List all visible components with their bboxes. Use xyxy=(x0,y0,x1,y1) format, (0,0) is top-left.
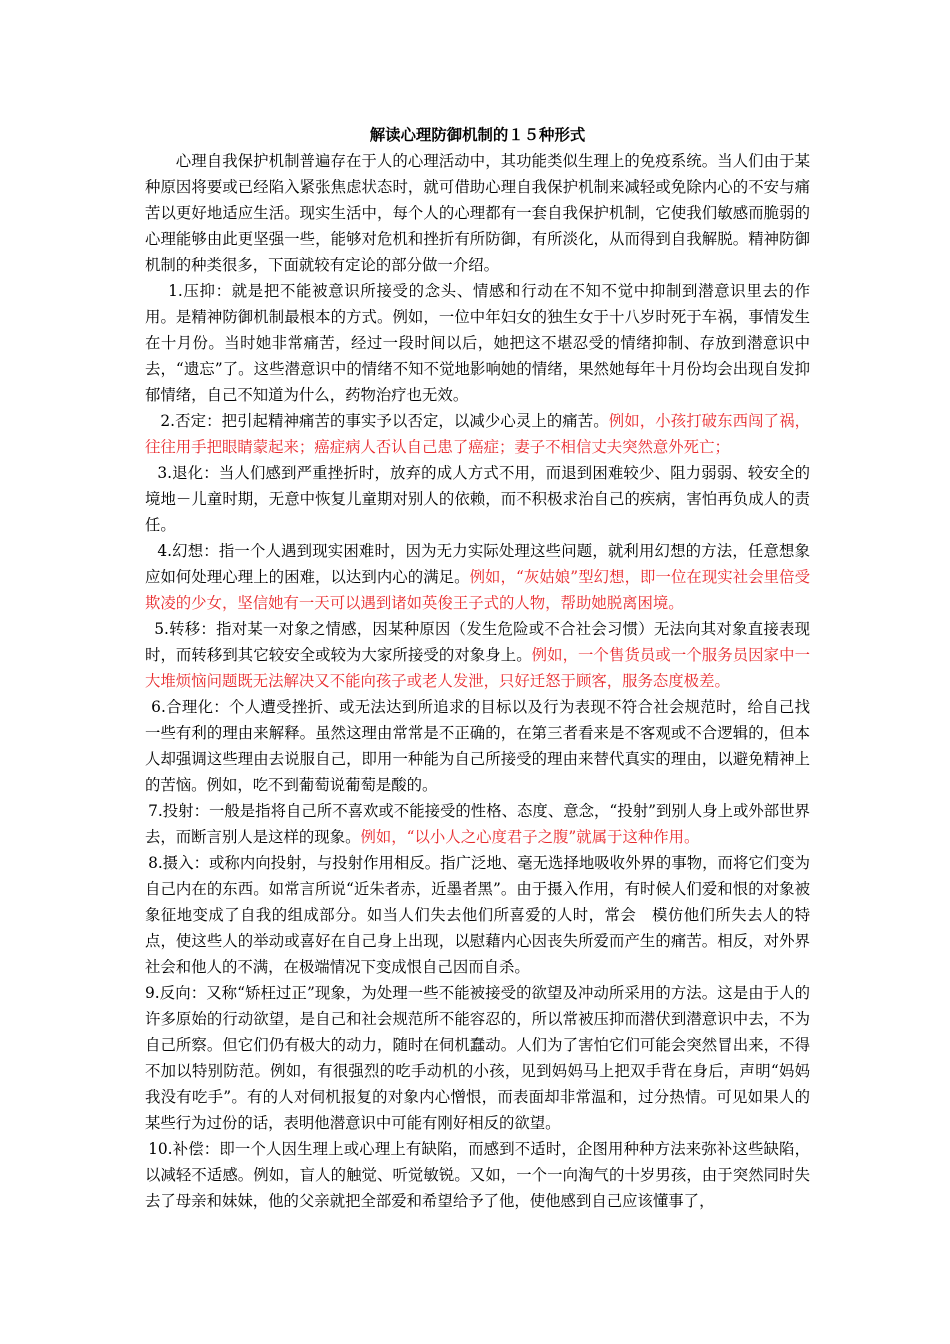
mechanism-example-highlight: 例如，小孩打破东西闯了祸，往往用手把眼睛蒙起来；癌症病人否认自己患了癌症；妻子不相信丈夫突然意外死亡； xyxy=(145,412,810,456)
document-page xyxy=(145,122,810,1214)
mechanism-paragraph xyxy=(145,408,810,460)
mechanism-paragraph xyxy=(145,538,810,616)
mechanism-list xyxy=(145,278,810,1214)
mechanism-paragraph xyxy=(145,278,810,408)
mechanism-text: 10.补偿：即一个人因生理上或心理上有缺陷，而感到不适时，企图用种种方法来弥补这些缺陷，以减轻不适感。例如，盲人的触觉、听觉敏锐。又如，一个一向淘气的十岁男孩，由于突然同时失去了母亲和妹妹，他的父亲就把全部爱和希望给予了他，使他感到自己应该懂事了， xyxy=(145,1140,810,1210)
mechanism-text: 7.投射：一般是指将自己所不喜欢或不能接受的性格、态度、意念，“投射”到别人身上或外部世界去，而断言别人是这样的现象。 xyxy=(145,802,810,846)
document-title: 解读心理防御机制的１５种形式 xyxy=(369,126,586,144)
mechanism-paragraph xyxy=(145,616,810,694)
mechanism-text: 8.摄入：或称内向投射，与投射作用相反。指广泛地、毫无选择地吸收外界的事物，而将它们变为自己内在的东西。如常言所说“近朱者赤，近墨者黑”。由于摄入作用，有时候人们爱和恨的对象被象征地变成了自我的组成部分。如当人们失去他们所喜爱的人时，常会 模仿他们所失去人的特点，使这些人的举动或喜好在自己身上出现，以慰藉内心因丧失所爱而产生的痛苦。相反，对外界社会和他人的不满，在极端情况下变成恨自己因而自杀。 xyxy=(145,854,810,976)
mechanism-text: 1.压抑：就是把不能被意识所接受的念头、情感和行动在不知不觉中抑制到潜意识里去的作用。是精神防御机制最根本的方式。例如，一位中年妇女的独生女于十八岁时死于车祸，事情发生在十月份。当时她非常痛苦，经过一段时间以后，她把这不堪忍受的情绪抑制、存放到潜意识中去，“遗忘”了。这些潜意识中的情绪不知不觉地影响她的情绪，果然她每年十月份均会出现自发抑郁情绪，自己不知道为什么，药物治疗也无效。 xyxy=(145,282,810,404)
mechanism-example-highlight: 例如，一个售货员或一个服务员因家中一大堆烦恼问题既无法解决又不能向孩子或老人发泄，只好迁怒于顾客，服务态度极差。 xyxy=(145,646,810,690)
mechanism-paragraph xyxy=(145,850,810,980)
mechanism-text: 6.合理化：个人遭受挫折、或无法达到所追求的目标以及行为表现不符合社会规范时，给自己找一些有利的理由来解释。虽然这理由常常是不正确的，在第三者看来是不客观或不合逻辑的，但本人却强调这些理由去说服自己，即用一种能为自己所接受的理由来替代真实的理由，以避免精神上的苦恼。例如，吃不到葡萄说葡萄是酸的。 xyxy=(145,698,810,794)
mechanism-text: 5.转移：指对某一对象之情感，因某种原因（发生危险或不合社会习惯）无法向其对象直接表现时，而转移到其它较安全或较为大家所接受的对象身上。 xyxy=(145,620,810,664)
mechanism-paragraph xyxy=(145,694,810,798)
mechanism-text: 3.退化：当人们感到严重挫折时，放弃的成人方式不用，而退到困难较少、阻力弱弱、较安全的境地－儿童时期，无意中恢复儿童期对别人的依赖，而不积极求治自己的疾病，害怕再负成人的责任。 xyxy=(145,464,810,534)
mechanism-example-highlight: 例如，“以小人之心度君子之腹”就属于这种作用。 xyxy=(360,828,700,846)
mechanism-paragraph xyxy=(145,460,810,538)
mechanism-example-highlight: 例如，“灰姑娘”型幻想，即一位在现实社会里倍受欺凌的少女，坚信她有一天可以遇到诸如英俊王子式的人物，帮助她脱离困境。 xyxy=(145,568,810,612)
mechanism-text: 2.否定：把引起精神痛苦的事实予以否定，以减少心灵上的痛苦。 xyxy=(160,412,609,430)
mechanism-text: 4.幻想：指一个人遇到现实困难时，因为无力实际处理这些问题，就利用幻想的方法，任意想象应如何处理心理上的困难，以达到内心的满足。 xyxy=(145,542,810,586)
intro-paragraph: 心理自我保护机制普遍存在于人的心理活动中，其功能类似生理上的免疫系统。当人们由于某种原因将要或已经陷入紧张焦虑状态时，就可借助心理自我保护机制来减轻或免除内心的不安与痛苦以更好地适应生活。现实生活中，每个人的心理都有一套自我保护机制，它使我们敏感而脆弱的心理能够由此更坚强一些，能够对危机和挫折有所防御，有所淡化，从而得到自我解脱。精神防御机制的种类很多，下面就较有定论的部分做一介绍。 xyxy=(145,152,810,274)
mechanism-paragraph xyxy=(145,1136,810,1214)
mechanism-text: 9.反向：又称“矫枉过正”现象，为处理一些不能被接受的欲望及冲动所采用的方法。这是由于人的许多原始的行动欲望，是自己和社会规范所不能容忍的，所以常被压抑而潜伏到潜意识中去，不为自己所察。但它们仍有极大的动力，随时在伺机蠢动。人们为了害怕它们可能会突然冒出来，不得不加以特别防范。例如，有很强烈的吃手动机的小孩，见到妈妈马上把双手背在身后，声明“妈妈我没有吃手”。有的人对伺机报复的对象内心憎恨，而表面却非常温和，过分热情。可见如果人的某些行为过份的话，表明他潜意识中可能有刚好相反的欲望。 xyxy=(145,984,810,1132)
mechanism-paragraph xyxy=(145,980,810,1136)
mechanism-paragraph xyxy=(145,798,810,850)
